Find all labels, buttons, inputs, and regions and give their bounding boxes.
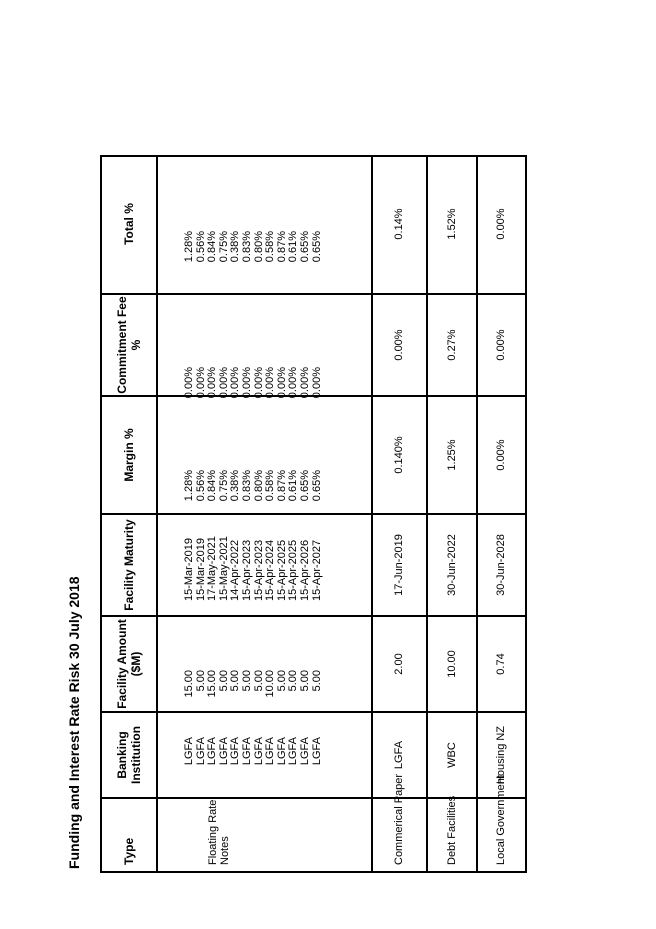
table-cell: 15-Apr-2023 (240, 539, 253, 601)
table-cell: 0.74 (495, 653, 507, 675)
header-type: Type (122, 837, 136, 865)
table-cell: 15-Apr-2024 (264, 539, 277, 601)
table-cell: 0.56% (194, 231, 207, 263)
table-cell: 0.00% (275, 367, 288, 399)
table-cell: Housing NZ (495, 725, 507, 785)
table-cell: 2.00 (393, 653, 405, 675)
table-cell: 0.80% (252, 231, 265, 263)
table-cell: 5.00 (310, 670, 323, 692)
table-cell: 0.00% (287, 367, 300, 399)
table-cell: 0.00% (298, 367, 311, 399)
section-commercial-paper (373, 157, 428, 871)
table-cell: 5.00 (275, 670, 288, 692)
table-cell: 0.27% (446, 329, 458, 361)
table-cell: 5.00 (229, 670, 242, 692)
type-floating-rate: Floating Rate (207, 799, 219, 865)
table-cell: 0.58% (264, 231, 277, 263)
table-cell: 17-Jun-2019 (393, 534, 405, 596)
table-cell: 5.00 (194, 670, 207, 692)
table-cell: 15-Apr-2027 (310, 539, 323, 601)
table-cell: 14-Apr-2022 (229, 539, 242, 601)
frn-total-column (184, 231, 323, 262)
header-margin: Margin % (122, 428, 136, 482)
table-cell: 0.00% (495, 439, 507, 471)
section-floating-rate-notes (158, 157, 373, 871)
table-cell: 0.00% (183, 367, 195, 399)
type-notes: Notes (219, 836, 231, 865)
type-commercial-paper: Commerical Paper (393, 773, 405, 865)
table-cell: 0.80% (252, 470, 265, 502)
table-cell: 0.00% (252, 367, 265, 399)
table-cell: 1.25% (446, 439, 458, 471)
table-cell: 0.65% (298, 470, 311, 502)
table-cell: 0.75% (217, 231, 230, 263)
table-cell: LGFA (264, 737, 277, 766)
table-header (102, 157, 158, 871)
table-cell: 0.83% (240, 231, 253, 263)
table-cell: 5.00 (287, 670, 300, 692)
table-cell: 5.00 (298, 670, 311, 692)
table-cell: 5.00 (217, 670, 230, 692)
table-cell: 1.28% (183, 231, 195, 263)
table-cell: WBC (446, 742, 458, 768)
table-cell: LGFA (194, 737, 207, 766)
table-cell: 5.00 (240, 670, 253, 692)
table-cell: 0.14% (393, 208, 405, 240)
table-cell: 0.61% (287, 470, 300, 502)
frn-amount-column (184, 670, 323, 698)
table-cell: 15-Apr-2025 (287, 539, 300, 601)
header-facility-maturity: Facility Maturity (122, 519, 136, 611)
table-cell: 0.38% (229, 231, 242, 263)
table-cell: 15-Apr-2023 (252, 539, 265, 601)
table-cell: 0.87% (275, 470, 288, 502)
type-local-government: Local Government (495, 775, 507, 865)
header-total: Total % (122, 203, 136, 245)
frn-institution-column (184, 737, 323, 765)
table-cell: LGFA (229, 737, 242, 766)
table-cell: 15-Apr-2025 (275, 539, 288, 601)
table-cell: 0.65% (298, 231, 311, 263)
table-cell: 0.00% (310, 367, 323, 399)
table-cell: LGFA (287, 737, 300, 766)
table-cell: 1.52% (446, 208, 458, 240)
table-cell: 30-Jun-2022 (446, 534, 458, 596)
table-cell: 0.00% (393, 329, 405, 361)
table-cell: 15-May-2021 (217, 536, 230, 601)
table-cell: 10.00 (264, 670, 277, 698)
table-cell: 17-May-2021 (206, 536, 219, 601)
table-cell: 15-Mar-2019 (183, 538, 195, 601)
table-cell: 30-Jun-2028 (495, 534, 507, 596)
table-cell: 0.00% (240, 367, 253, 399)
header-banking-institution: Banking Institution (115, 726, 143, 784)
table-cell: 15-Apr-2026 (298, 539, 311, 601)
header-commitment-fee: Commitment Fee % (115, 296, 143, 394)
table-cell: 0.58% (264, 470, 277, 502)
table-cell: 0.61% (287, 231, 300, 263)
table-cell: LGFA (275, 737, 288, 766)
table-cell: LGFA (206, 737, 219, 766)
table-cell: 0.65% (310, 231, 323, 263)
table-cell: 5.00 (252, 670, 265, 692)
table-cell: 15-Mar-2019 (194, 538, 207, 601)
section-debt-facilities (428, 157, 478, 871)
table-cell: 10.00 (446, 650, 458, 678)
table-cell: 0.140% (393, 436, 405, 474)
table-cell: 0.65% (310, 470, 323, 502)
frn-fee-column (184, 367, 323, 398)
table-cell: LGFA (183, 737, 195, 766)
section-local-government (478, 157, 525, 871)
table-cell: LGFA (298, 737, 311, 766)
frn-maturity-column (184, 536, 323, 601)
table-cell: 0.00% (229, 367, 242, 399)
table-cell: 0.00% (495, 329, 507, 361)
table-cell: 0.00% (194, 367, 207, 399)
table-cell: LGFA (252, 737, 265, 766)
table-cell: 0.83% (240, 470, 253, 502)
type-debt-facilities: Debt Facilities (446, 795, 458, 865)
table-cell: 1.28% (183, 470, 195, 502)
table-cell: LGFA (393, 740, 405, 770)
table-cell: 0.84% (206, 470, 219, 502)
table-cell: 0.87% (275, 231, 288, 263)
table-cell: 0.00% (495, 208, 507, 240)
table-cell: 0.75% (217, 470, 230, 502)
table-cell: LGFA (240, 737, 253, 766)
table-cell: LGFA (217, 737, 230, 766)
page-title: Funding and Interest Rate Risk 30 July 2018 (66, 576, 82, 869)
table-cell: 0.56% (194, 470, 207, 502)
table-cell: 0.00% (217, 367, 230, 399)
frn-margin-column (184, 470, 323, 501)
table-cell: 15.00 (206, 670, 219, 698)
table-cell: 0.84% (206, 231, 219, 263)
header-facility-amount: Facility Amount ($M) (115, 619, 143, 709)
table-cell: 15.00 (183, 670, 195, 698)
table-cell: 0.38% (229, 470, 242, 502)
funding-table (100, 155, 527, 873)
table-cell: LGFA (310, 737, 323, 766)
table-cell: 0.00% (206, 367, 219, 399)
table-cell: 0.00% (264, 367, 277, 399)
